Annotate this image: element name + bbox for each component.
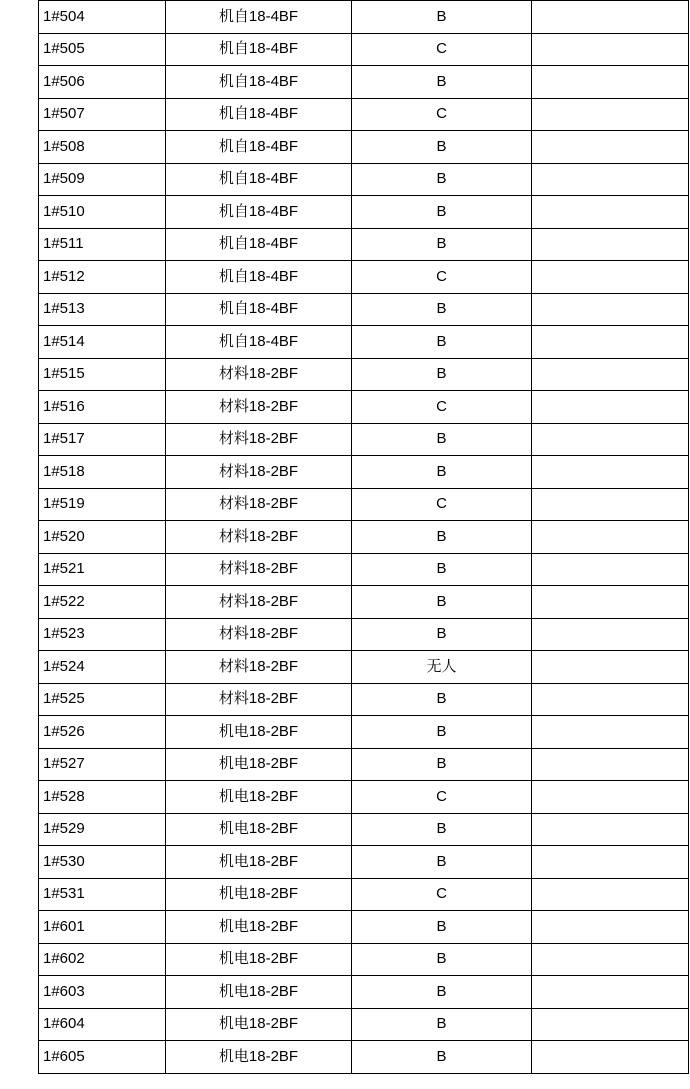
- cell-department: 机自18-4BF: [166, 163, 352, 196]
- cell-room-number: 1#511: [39, 228, 166, 261]
- cell-room-number: 1#515: [39, 358, 166, 391]
- cell-department: 材料18-2BF: [166, 553, 352, 586]
- cell-room-number: 1#521: [39, 553, 166, 586]
- cell-department: 材料18-2BF: [166, 586, 352, 619]
- cell-grade: B: [352, 553, 532, 586]
- cell-room-number: 1#603: [39, 976, 166, 1009]
- cell-grade: B: [352, 521, 532, 554]
- cell-note: [532, 163, 689, 196]
- cell-department: 机电18-2BF: [166, 813, 352, 846]
- table-row: [39, 521, 689, 554]
- cell-department: 机电18-2BF: [166, 976, 352, 1009]
- cell-note: [532, 553, 689, 586]
- table-row: [39, 261, 689, 294]
- cell-note: [532, 911, 689, 944]
- cell-department: 机电18-2BF: [166, 748, 352, 781]
- table-row: [39, 228, 689, 261]
- cell-room-number: 1#522: [39, 586, 166, 619]
- table-row: [39, 1041, 689, 1074]
- cell-room-number: 1#516: [39, 391, 166, 424]
- table-row: [39, 943, 689, 976]
- cell-department: 机自18-4BF: [166, 66, 352, 99]
- cell-note: [532, 943, 689, 976]
- cell-note: [532, 651, 689, 684]
- cell-room-number: 1#519: [39, 488, 166, 521]
- table-row: [39, 391, 689, 424]
- cell-department: 机电18-2BF: [166, 1008, 352, 1041]
- table-row: [39, 683, 689, 716]
- cell-grade: C: [352, 878, 532, 911]
- table-row: [39, 488, 689, 521]
- cell-note: [532, 813, 689, 846]
- cell-department: 机自18-4BF: [166, 131, 352, 164]
- cell-grade: B: [352, 358, 532, 391]
- cell-note: [532, 196, 689, 229]
- cell-grade: B: [352, 66, 532, 99]
- cell-note: [532, 976, 689, 1009]
- cell-grade: C: [352, 391, 532, 424]
- cell-grade: B: [352, 976, 532, 1009]
- table-row: [39, 98, 689, 131]
- cell-grade: B: [352, 943, 532, 976]
- cell-department: 材料18-2BF: [166, 358, 352, 391]
- table-row: [39, 846, 689, 879]
- cell-room-number: 1#527: [39, 748, 166, 781]
- cell-department: 材料18-2BF: [166, 683, 352, 716]
- cell-department: 材料18-2BF: [166, 391, 352, 424]
- table-row: [39, 1, 689, 34]
- cell-room-number: 1#512: [39, 261, 166, 294]
- cell-note: [532, 98, 689, 131]
- table-row: [39, 131, 689, 164]
- cell-department: 机电18-2BF: [166, 716, 352, 749]
- cell-grade: B: [352, 1008, 532, 1041]
- table-row: [39, 456, 689, 489]
- cell-room-number: 1#605: [39, 1041, 166, 1074]
- cell-note: [532, 326, 689, 359]
- cell-note: [532, 878, 689, 911]
- cell-grade: B: [352, 163, 532, 196]
- cell-room-number: 1#530: [39, 846, 166, 879]
- cell-department: 机电18-2BF: [166, 943, 352, 976]
- cell-note: [532, 1, 689, 34]
- cell-room-number: 1#504: [39, 1, 166, 34]
- cell-grade: B: [352, 293, 532, 326]
- cell-note: [532, 748, 689, 781]
- cell-grade: 无人: [352, 651, 532, 684]
- cell-grade: B: [352, 456, 532, 489]
- cell-room-number: 1#506: [39, 66, 166, 99]
- cell-grade: C: [352, 488, 532, 521]
- table-row: [39, 748, 689, 781]
- cell-department: 材料18-2BF: [166, 488, 352, 521]
- cell-grade: B: [352, 911, 532, 944]
- cell-grade: B: [352, 748, 532, 781]
- cell-department: 机电18-2BF: [166, 911, 352, 944]
- cell-grade: B: [352, 228, 532, 261]
- cell-note: [532, 846, 689, 879]
- table-row: [39, 911, 689, 944]
- cell-department: 机自18-4BF: [166, 228, 352, 261]
- cell-note: [532, 391, 689, 424]
- cell-room-number: 1#513: [39, 293, 166, 326]
- dormitory-inspection-table: [38, 0, 689, 1074]
- cell-note: [532, 131, 689, 164]
- cell-grade: C: [352, 781, 532, 814]
- cell-note: [532, 261, 689, 294]
- cell-room-number: 1#514: [39, 326, 166, 359]
- table-row: [39, 976, 689, 1009]
- table-row: [39, 878, 689, 911]
- cell-department: 机电18-2BF: [166, 846, 352, 879]
- cell-room-number: 1#507: [39, 98, 166, 131]
- cell-department: 材料18-2BF: [166, 423, 352, 456]
- cell-grade: B: [352, 683, 532, 716]
- cell-room-number: 1#505: [39, 33, 166, 66]
- cell-grade: B: [352, 846, 532, 879]
- cell-room-number: 1#529: [39, 813, 166, 846]
- table-row: [39, 813, 689, 846]
- table-row: [39, 553, 689, 586]
- cell-note: [532, 33, 689, 66]
- cell-department: 材料18-2BF: [166, 521, 352, 554]
- cell-room-number: 1#508: [39, 131, 166, 164]
- cell-note: [532, 521, 689, 554]
- cell-department: 机自18-4BF: [166, 196, 352, 229]
- cell-room-number: 1#518: [39, 456, 166, 489]
- table-row: [39, 586, 689, 619]
- cell-room-number: 1#520: [39, 521, 166, 554]
- cell-department: 机电18-2BF: [166, 878, 352, 911]
- cell-grade: B: [352, 813, 532, 846]
- cell-grade: B: [352, 716, 532, 749]
- cell-grade: B: [352, 326, 532, 359]
- cell-grade: C: [352, 33, 532, 66]
- table-row: [39, 326, 689, 359]
- table-row: [39, 651, 689, 684]
- cell-room-number: 1#601: [39, 911, 166, 944]
- table-row: [39, 781, 689, 814]
- cell-note: [532, 683, 689, 716]
- cell-department: 材料18-2BF: [166, 456, 352, 489]
- cell-department: 机自18-4BF: [166, 261, 352, 294]
- table-row: [39, 293, 689, 326]
- cell-note: [532, 423, 689, 456]
- cell-room-number: 1#524: [39, 651, 166, 684]
- cell-note: [532, 781, 689, 814]
- table-row: [39, 716, 689, 749]
- cell-note: [532, 66, 689, 99]
- cell-note: [532, 358, 689, 391]
- table-body: [39, 1, 689, 1074]
- cell-grade: B: [352, 586, 532, 619]
- cell-department: 材料18-2BF: [166, 618, 352, 651]
- table-row: [39, 196, 689, 229]
- cell-note: [532, 293, 689, 326]
- table-row: [39, 163, 689, 196]
- cell-note: [532, 618, 689, 651]
- cell-note: [532, 1041, 689, 1074]
- table-row: [39, 358, 689, 391]
- cell-department: 机电18-2BF: [166, 1041, 352, 1074]
- cell-room-number: 1#517: [39, 423, 166, 456]
- table-row: [39, 1008, 689, 1041]
- cell-grade: B: [352, 1, 532, 34]
- cell-room-number: 1#531: [39, 878, 166, 911]
- cell-room-number: 1#523: [39, 618, 166, 651]
- cell-note: [532, 586, 689, 619]
- table-row: [39, 618, 689, 651]
- table-row: [39, 33, 689, 66]
- cell-room-number: 1#526: [39, 716, 166, 749]
- cell-note: [532, 228, 689, 261]
- cell-note: [532, 488, 689, 521]
- table-row: [39, 66, 689, 99]
- cell-department: 机自18-4BF: [166, 326, 352, 359]
- table-row: [39, 423, 689, 456]
- cell-grade: C: [352, 261, 532, 294]
- cell-grade: C: [352, 98, 532, 131]
- cell-grade: B: [352, 423, 532, 456]
- cell-department: 机自18-4BF: [166, 293, 352, 326]
- cell-department: 材料18-2BF: [166, 651, 352, 684]
- cell-department: 机电18-2BF: [166, 781, 352, 814]
- cell-note: [532, 716, 689, 749]
- cell-grade: B: [352, 618, 532, 651]
- cell-room-number: 1#528: [39, 781, 166, 814]
- cell-room-number: 1#602: [39, 943, 166, 976]
- cell-room-number: 1#604: [39, 1008, 166, 1041]
- cell-grade: B: [352, 131, 532, 164]
- cell-grade: B: [352, 196, 532, 229]
- cell-department: 机自18-4BF: [166, 1, 352, 34]
- cell-department: 机自18-4BF: [166, 98, 352, 131]
- cell-note: [532, 1008, 689, 1041]
- cell-room-number: 1#525: [39, 683, 166, 716]
- cell-grade: B: [352, 1041, 532, 1074]
- cell-department: 机自18-4BF: [166, 33, 352, 66]
- cell-room-number: 1#510: [39, 196, 166, 229]
- cell-note: [532, 456, 689, 489]
- cell-room-number: 1#509: [39, 163, 166, 196]
